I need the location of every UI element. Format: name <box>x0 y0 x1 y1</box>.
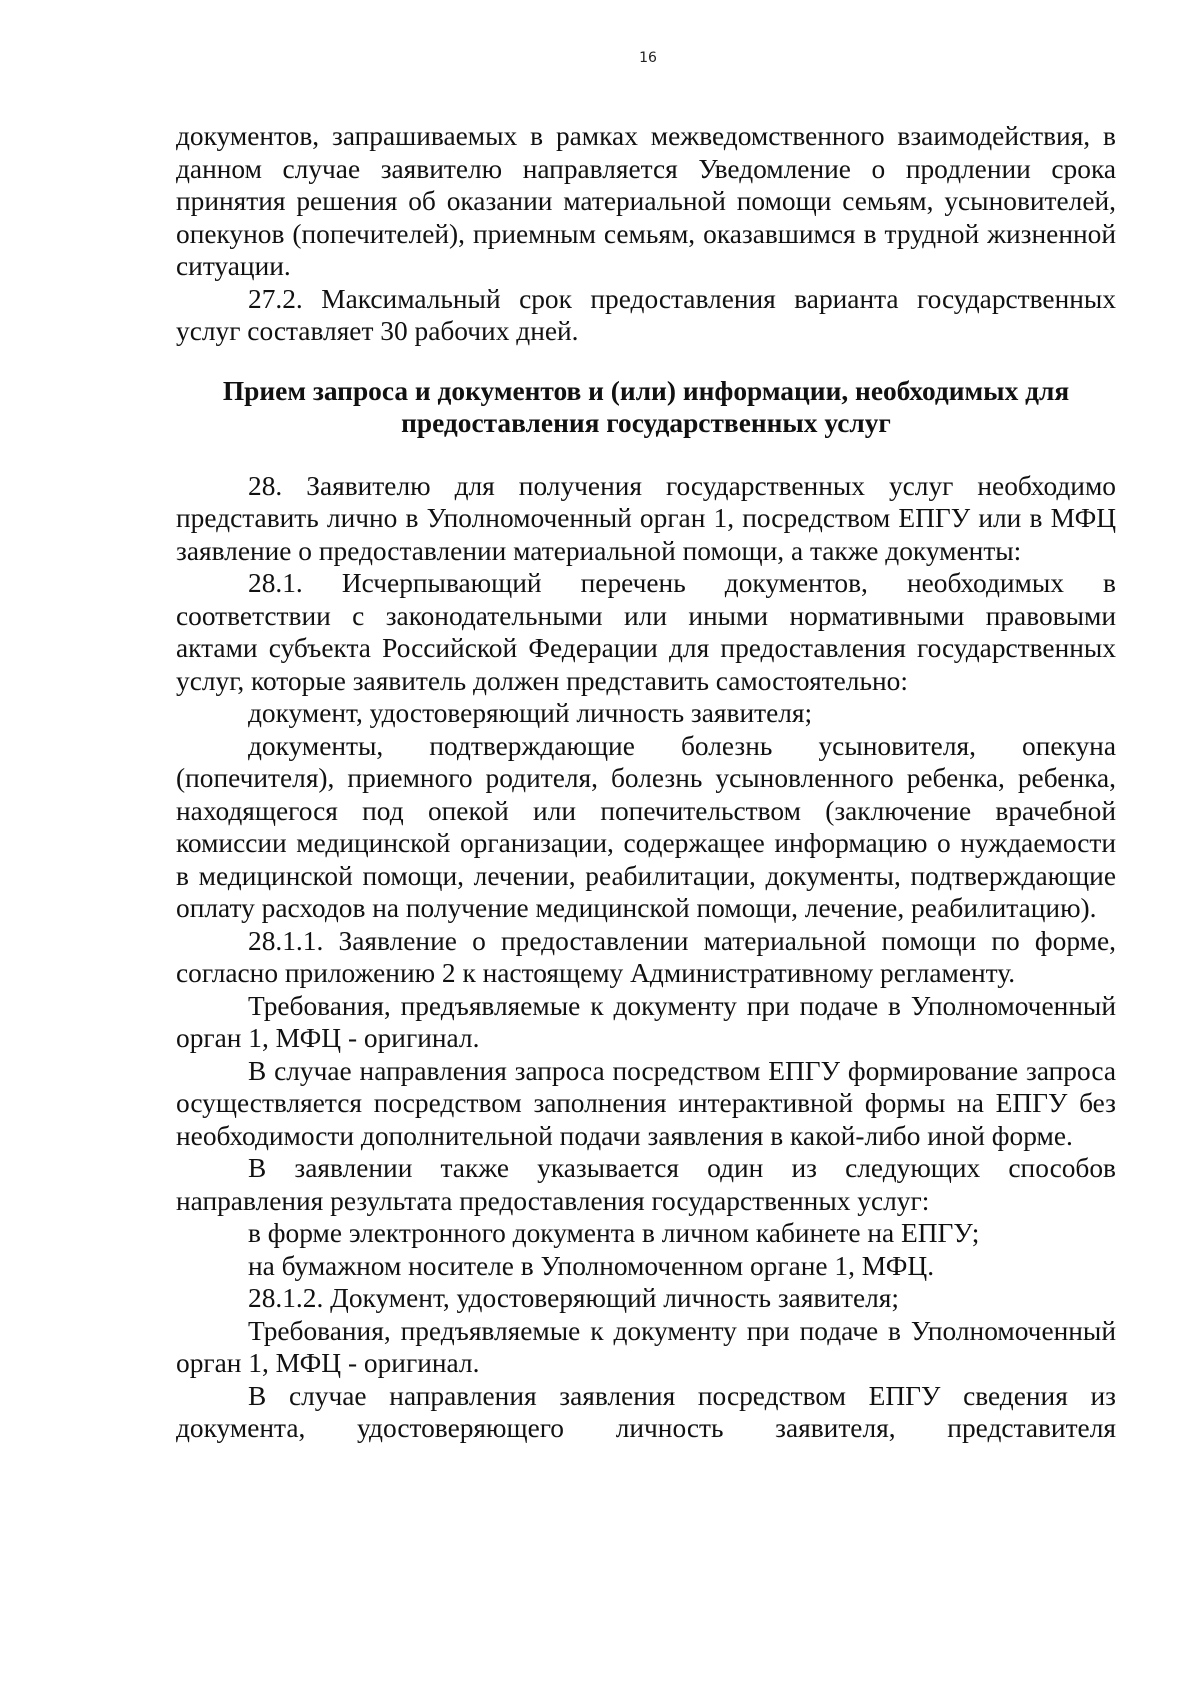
list-item: документ, удостоверяющий личность заявителя; <box>248 698 813 728</box>
paragraph: 28.1.1. Заявление о предоставлении материальной помощи по форме, согласно приложению 2 к настоящему Административному регламенту. <box>176 925 1116 988</box>
list-item: на бумажном носителе в Уполномоченном органе 1, МФЦ. <box>248 1250 935 1281</box>
section-heading: Прием запроса и документов и (или) информации, необходимых для предоставления государственных услуг <box>222 375 1070 438</box>
paragraph: В заявлении также указывается один из следующих способов направления результата предоставления государственных услуг: <box>176 1153 1116 1216</box>
paragraph: Требования, предъявляемые к документу при подаче в Уполномоченный орган 1, МФЦ - оригинал. <box>176 1315 1116 1378</box>
list-item: в форме электронного документа в личном кабинете на ЕПГУ; <box>248 1218 980 1248</box>
paragraph: 27.2. Максимальный срок предоставления варианта государственных услуг составляет 30 рабочих дней. <box>176 283 1116 346</box>
paragraph: документов, запрашиваемых в рамках межведомственного взаимодействия, в данном случае заявителю направляется Уведомление о продлении срока принятия решения об оказании материальной помощи семьям, усыновителей, опекунов (попечителей), приемным семьям, оказавшимся в трудной жизненной ситуации. <box>176 121 1116 281</box>
list-item: документы, подтверждающие болезнь усыновителя, опекуна (попечителя), приемного родителя, болезнь усыновленного ребенка, ребенка, находящегося под опекой или попечительством (заключение врачебной комиссии медицинской организации, содержащее информацию о нуждаемости в медицинской помощи, лечении, реабилитации, документы, подтверждающие оплату расходов на получение медицинской помощи, лечение, реабилитацию). <box>176 730 1116 923</box>
paragraph: В случае направления запроса посредством ЕПГУ формирование запроса осуществляется посредством заполнения интерактивной формы на ЕПГУ без необходимости дополнительной подачи заявления в какой-либо иной форме. <box>176 1055 1116 1151</box>
document-body <box>176 120 1116 1445</box>
paragraph: 28. Заявителю для получения государственных услуг необходимо представить лично в Уполномоченный орган 1, посредством ЕПГУ или в МФЦ заявление о предоставлении материальной помощи, а также документы: <box>176 470 1116 566</box>
paragraph: 28.1. Исчерпывающий перечень документов, необходимых в соответствии с законодательными или иными нормативными правовыми актами субъекта Российской Федерации для предоставления государственных услуг, которые заявитель должен представить самостоятельно: <box>176 568 1116 696</box>
paragraph: Требования, предъявляемые к документу при подаче в Уполномоченный орган 1, МФЦ - оригинал. <box>176 990 1116 1053</box>
paragraph: 28.1.2. Документ, удостоверяющий личность заявителя; <box>248 1283 900 1313</box>
page-number: 16 <box>639 50 657 66</box>
paragraph: В случае направления заявления посредством ЕПГУ сведения из документа, удостоверяющего личность заявителя, представителя <box>176 1380 1116 1443</box>
